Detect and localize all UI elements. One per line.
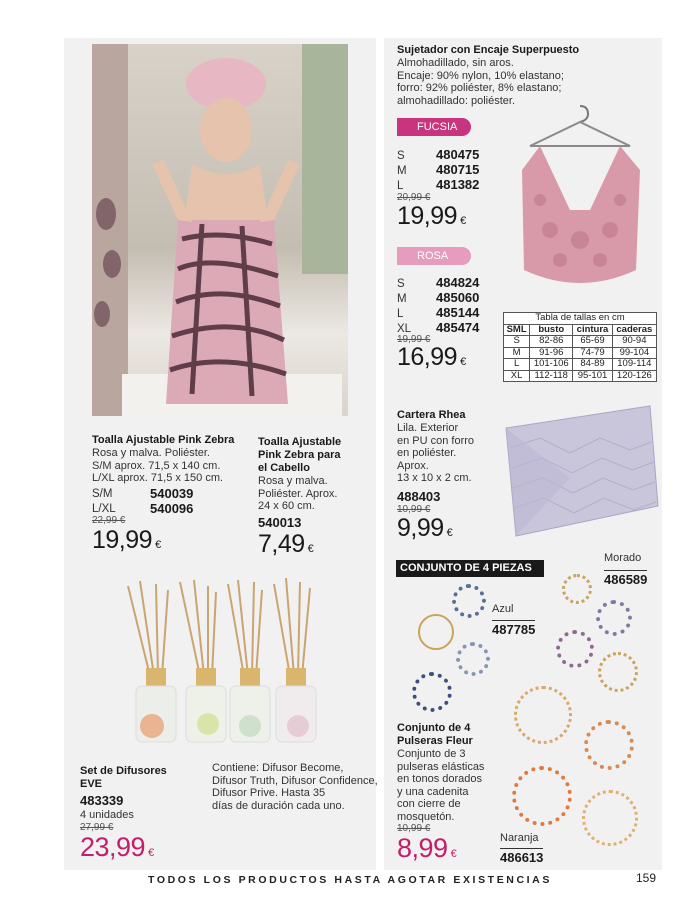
bra-desc-line: forro: 92% poliéster, 8% elastano;	[397, 82, 562, 94]
wallet-desc-line: en poliéster.	[397, 447, 457, 459]
bracelets-desc-line: mosquetón.	[397, 810, 455, 823]
bracelet-image	[582, 790, 638, 846]
size-table-cell: 112-118	[530, 370, 573, 382]
size-table-row	[504, 370, 657, 382]
rosa-code: 484824	[436, 275, 480, 290]
hair-towel-desc-line: Rosa y malva.	[258, 475, 328, 487]
bracelets-desc	[397, 748, 484, 823]
size-table-cell: 82-86	[530, 336, 573, 348]
hair-towel-name-line: Pink Zebra para	[258, 449, 341, 461]
diffusers-contents-line: Contiene: Difusor Become,	[212, 762, 344, 774]
fucsia-code: 481382	[436, 177, 480, 192]
size-table-header: cintura	[573, 324, 612, 336]
bracelet-image	[598, 652, 638, 692]
fucsia-code: 480475	[436, 147, 480, 162]
rosa-size: L	[397, 308, 404, 320]
bracelet-image	[584, 720, 634, 770]
bracelets-desc-line: y una cadenita	[397, 785, 469, 798]
hair-towel-price-currency: €	[307, 543, 314, 555]
rosa-code: 485060	[436, 290, 480, 305]
hair-towel-code: 540013	[258, 515, 302, 530]
rosa-old-price: 19,99 €	[397, 334, 431, 345]
size-table-header: SML	[504, 324, 530, 336]
wallet-desc-line: en PU con forro	[397, 434, 475, 447]
bracelet-image	[452, 584, 486, 618]
size-table-cell: 91-96	[530, 347, 573, 359]
fucsia-size: L	[397, 180, 404, 192]
bracelets-price-currency: €	[450, 848, 457, 860]
wallet-price-value: 9,99	[397, 514, 444, 542]
bracelet-image	[514, 686, 572, 744]
naranja-code: 486613	[500, 850, 544, 865]
size-table	[503, 312, 657, 382]
bracelets-name	[397, 722, 473, 748]
zebra-towel-desc-line: Rosa y malva. Poliéster.	[92, 447, 210, 459]
morado-code: 486589	[604, 572, 648, 587]
diffusers-name-line: Set de Difusores	[80, 765, 167, 777]
hair-towel-name	[258, 436, 341, 475]
page-number: 159	[636, 871, 657, 885]
diffusers-price	[80, 832, 154, 863]
azul-code: 487785	[492, 622, 536, 637]
wallet-desc-line: Lila. Exterior	[397, 422, 459, 434]
zebra-towel-photo	[92, 44, 348, 416]
zebra-towel-desc	[92, 447, 223, 485]
size-table-cell: 65-69	[573, 336, 612, 348]
bra-desc-line: Almohadillado, sin aros.	[397, 57, 514, 69]
size-table-cell: M	[504, 347, 530, 359]
diffusers-name-line: EVE	[80, 778, 103, 790]
diffusers-old-price: 27,99 €	[80, 822, 114, 833]
bracelets-desc-line: pulseras elásticas	[397, 760, 485, 773]
bracelets-name-line: Pulseras Fleur	[397, 735, 473, 747]
size-table-cell: 120-126	[612, 370, 656, 382]
bracelets-price	[397, 833, 456, 864]
wallet-photo	[500, 398, 662, 552]
fucsia-size: S	[397, 150, 405, 162]
fucsia-code: 480715	[436, 162, 480, 177]
bracelets-desc-line: con cierre de	[397, 798, 461, 810]
zebra-size-sm: S/M	[92, 488, 113, 500]
size-table-cell: 109-114	[612, 359, 656, 371]
size-table-row	[504, 359, 657, 371]
diffusers-contents	[212, 762, 378, 812]
wallet-old-price: 10,99 €	[397, 504, 431, 515]
size-table-row	[504, 347, 657, 359]
hair-towel-desc-line: 24 x 60 cm.	[258, 500, 315, 512]
zebra-price	[92, 526, 161, 555]
rosa-size: XL	[397, 323, 412, 335]
diffusers-name	[80, 765, 167, 791]
hair-towel-price-value: 7,49	[258, 530, 305, 558]
morado-label: Morado	[604, 552, 642, 564]
wallet-desc-line: 13 x 10 x 2 cm.	[397, 472, 472, 484]
size-table-row	[504, 336, 657, 348]
zebra-old-price: 22,99 €	[92, 515, 126, 526]
rosa-size: S	[397, 278, 405, 290]
bracelet-image	[418, 614, 454, 650]
bracelets-desc-line: en tonos dorados	[397, 773, 483, 785]
fucsia-price-currency: €	[460, 215, 466, 227]
bracelets-old-price: 10,99 €	[397, 823, 431, 834]
size-table-cell: L	[504, 359, 530, 371]
rosa-code: 485474	[436, 320, 480, 335]
size-table-cell: 101-106	[530, 359, 573, 371]
wallet-price-currency: €	[446, 527, 453, 539]
bracelets-desc-line: Conjunto de 3	[397, 748, 466, 760]
bracelet-image	[412, 672, 452, 712]
zebra-towel-name: Toalla Ajustable Pink Zebra	[92, 434, 235, 446]
rosa-size: M	[397, 293, 407, 305]
size-table-title: Tabla de tallas en cm	[504, 313, 657, 325]
diffusers-units: 4 unidades	[80, 809, 134, 821]
size-table-header: busto	[530, 324, 573, 336]
fucsia-price-value: 19,99	[397, 202, 458, 230]
diffusers-code: 483339	[80, 793, 124, 808]
zebra-size-lxl: L/XL	[92, 503, 116, 515]
size-table-cell: 99-104	[612, 347, 656, 359]
availability-notice: TODOS LOS PRODUCTOS HASTA AGOTAR EXISTENCIAS	[148, 874, 552, 886]
zebra-towel-desc-line: L/XL aprox. 71,5 x 150 cm.	[92, 472, 224, 484]
bra-photo	[500, 100, 660, 300]
size-table-cell: 90-94	[612, 336, 656, 348]
bracelets-price-value: 8,99	[397, 833, 448, 863]
diffusers-contents-line: Difusor Truth, Difusor Confidence,	[212, 774, 378, 787]
diffusers-price-value: 23,99	[80, 832, 146, 862]
zebra-towel-desc-line: S/M aprox. 71,5 x 140 cm.	[92, 459, 221, 472]
diffusers-price-currency: €	[148, 847, 154, 859]
azul-label: Azul	[492, 603, 514, 615]
bracelet-image	[562, 574, 592, 604]
bra-name: Sujetador con Encaje Superpuesto	[397, 44, 580, 56]
wallet-desc-line: Aprox.	[397, 459, 429, 472]
diffusers-contents-line: días de duración cada uno.	[212, 799, 345, 812]
fucsia-size: M	[397, 165, 407, 177]
bracelet-image	[456, 642, 490, 676]
wallet-desc	[397, 422, 474, 485]
hair-towel-desc-line: Poliéster. Aprox.	[258, 487, 338, 500]
size-table-cell: XL	[504, 370, 530, 382]
rosa-price-currency: €	[460, 356, 466, 368]
hair-towel-price	[258, 530, 313, 559]
size-table-header: caderas	[612, 324, 656, 336]
size-table-cell: 74-79	[573, 347, 612, 359]
fucsia-color-pill: FUCSIA	[397, 118, 471, 136]
size-table-cell: S	[504, 336, 530, 348]
rosa-color-pill: ROSA	[397, 247, 471, 265]
bracelet-image	[596, 600, 632, 636]
fucsia-old-price: 20,99 €	[397, 192, 431, 203]
wallet-price	[397, 514, 452, 543]
hair-towel-name-line: Toalla Ajustable	[258, 436, 342, 448]
diffusers-contents-line: Difusor Prive. Hasta 35	[212, 787, 326, 799]
bracelet-image	[512, 766, 572, 826]
naranja-label: Naranja	[500, 832, 539, 844]
bracelet-set-banner: CONJUNTO DE 4 PIEZAS	[396, 560, 544, 577]
bra-desc-line: almohadillado: poliéster.	[397, 94, 516, 107]
rosa-price-value: 16,99	[397, 343, 458, 371]
hair-towel-name-line: el Cabello	[258, 462, 310, 474]
rosa-code: 485144	[436, 305, 480, 320]
size-table-cell: 84-89	[573, 359, 612, 371]
hair-towel-desc	[258, 475, 338, 513]
wallet-code: 488403	[397, 489, 441, 504]
diffusers-photo	[108, 576, 326, 746]
size-table-cell: 95-101	[573, 370, 612, 382]
bra-desc-line: Encaje: 90% nylon, 10% elastano;	[397, 69, 564, 82]
zebra-code-sm: 540039	[150, 486, 194, 501]
zebra-price-currency: €	[155, 539, 161, 551]
zebra-price-value: 19,99	[92, 526, 153, 554]
fucsia-price	[397, 202, 466, 231]
rosa-price	[397, 343, 466, 372]
bracelets-name-line: Conjunto de 4	[397, 722, 471, 734]
bracelet-image	[556, 630, 594, 668]
zebra-code-lxl: 540096	[150, 501, 194, 516]
wallet-name: Cartera Rhea	[397, 409, 466, 421]
